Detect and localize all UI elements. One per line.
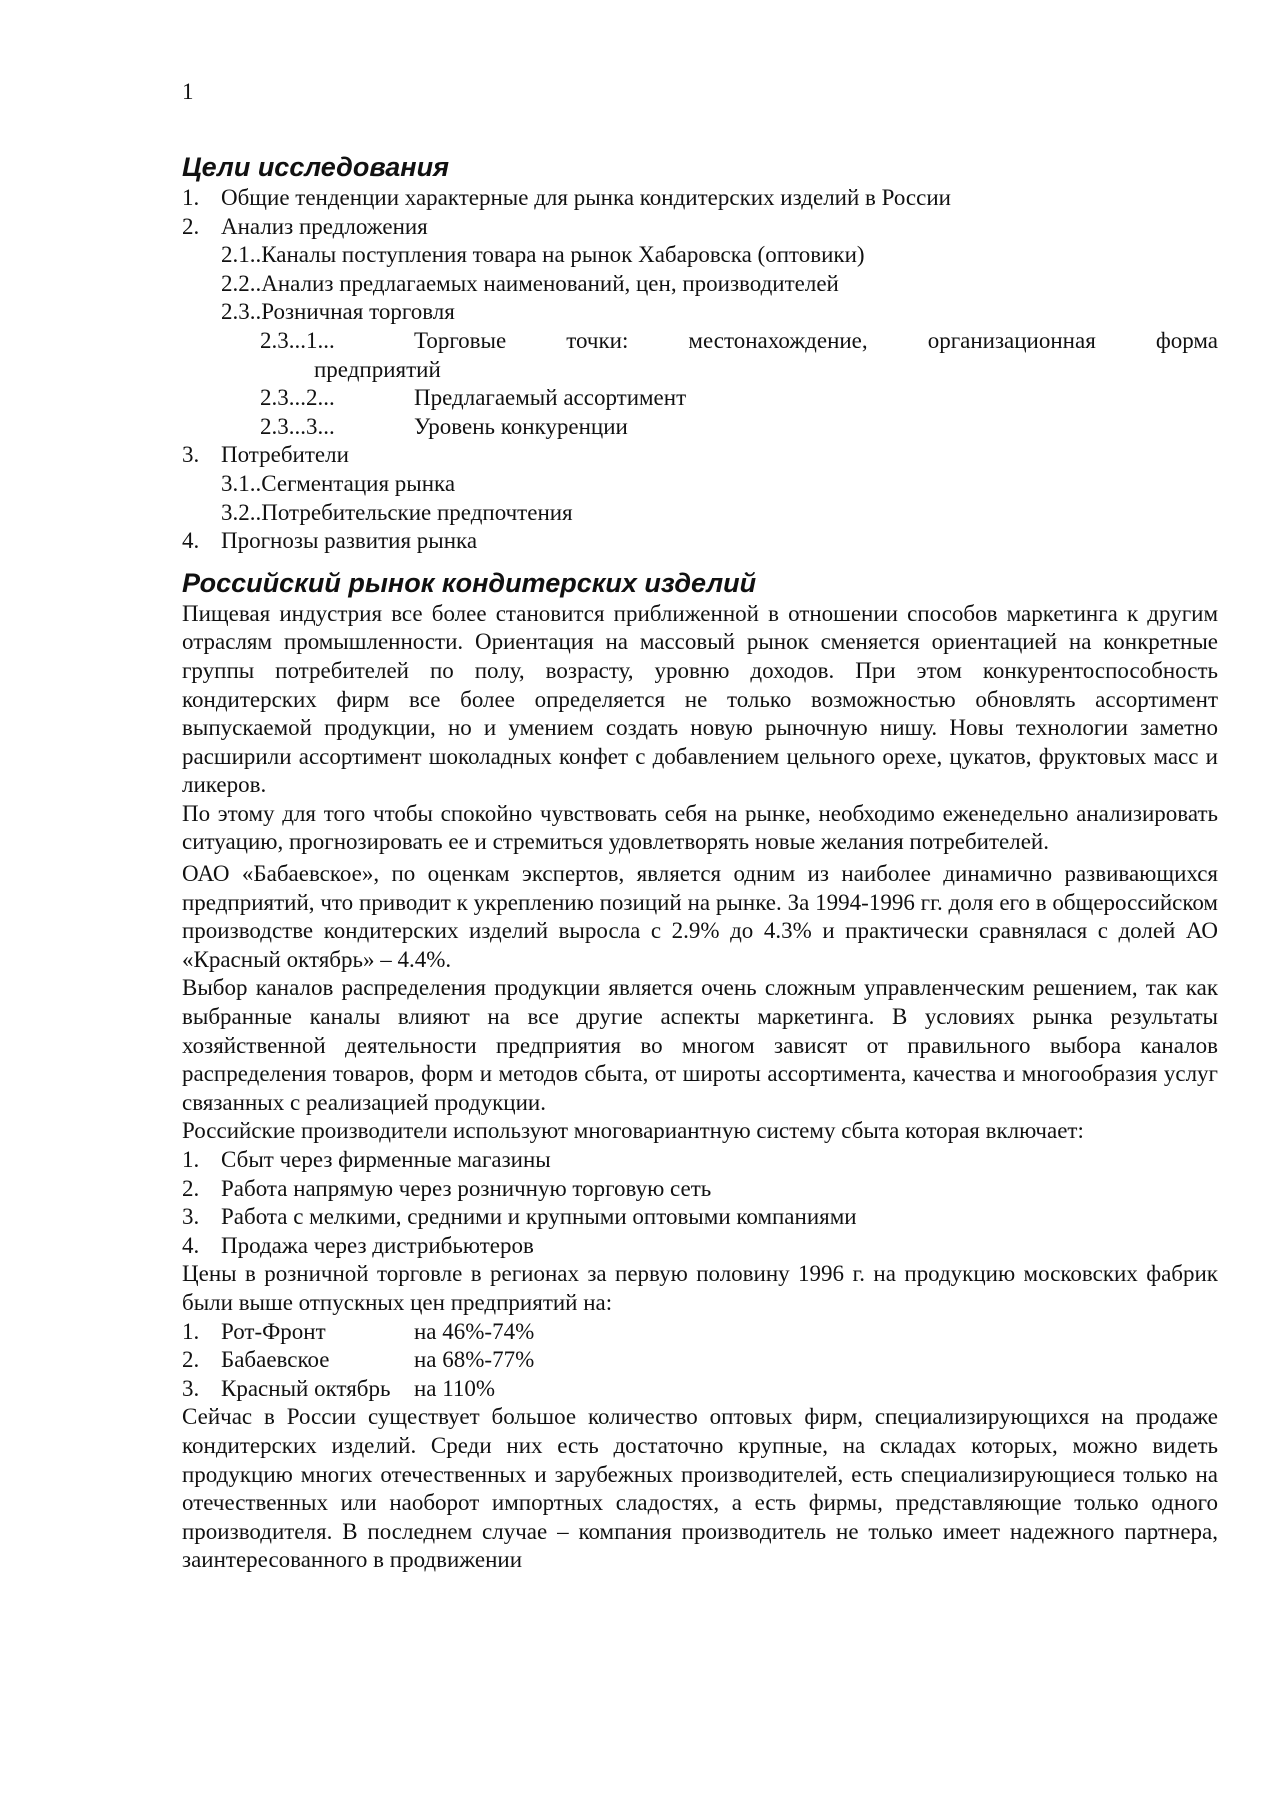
page-content <box>182 150 1218 1575</box>
list-item-text: Продажа через дистрибьютеров <box>221 1232 534 1258</box>
list-item-text: Общие тенденции характерные для рынка кондитерских изделий в России <box>221 185 951 210</box>
list-item-number: 2. <box>182 1347 200 1373</box>
list-item <box>182 1203 1218 1232</box>
list-subsubitem <box>182 384 1218 413</box>
list-item-number: 2. <box>182 1175 200 1201</box>
list-item-text: Сбыт через фирменные магазины <box>221 1147 551 1172</box>
list-item-text: Потребители <box>221 442 349 468</box>
list-item <box>182 1346 1218 1375</box>
list-subitem <box>182 298 1218 327</box>
list-item <box>182 441 1218 470</box>
list-subitem <box>182 241 1218 270</box>
list-item-text: Анализ предложения <box>221 213 428 239</box>
section-heading-goals: Цели исследования <box>182 152 449 182</box>
paragraph: По этому для того чтобы спокойно чувствовать себя на рынке, необходимо еженедельно анализировать ситуацию, прогнозировать ее и стремиться удовлетворять новые желания потребителей. <box>182 800 1218 855</box>
list-item <box>182 1175 1218 1204</box>
markup-value: на 46%-74% <box>414 1318 535 1344</box>
paragraph: Выбор каналов распределения продукции является очень сложным управленческим решением, так как выбранные каналы влияют на все другие аспекты маркетинга. В условиях рынка результаты хозяйственной деятельности предприятия во многом зависят от правильного выбора каналов распределения товаров, форм и методов сбыта, от широты ассортимента, качества и многообразия услуг связанных с реализацией продукции. <box>182 975 1218 1115</box>
paragraph: Российские производители используют многовариантную систему сбыта которая включает: <box>182 1118 1084 1144</box>
list-subsubitem <box>182 413 1218 442</box>
section-heading-market: Российский рынок кондитерских изделий <box>182 567 757 598</box>
list-subitem-text: 3.1..Сегментация рынка <box>221 470 456 496</box>
list-item-number: 1. <box>182 1318 200 1344</box>
sales-channels-list <box>182 1146 1218 1260</box>
price-markup-list <box>182 1318 1218 1404</box>
list-subsubitem-number: 2.3...3... <box>260 413 335 439</box>
list-item-text: Прогнозы развития рынка <box>221 528 478 554</box>
factory-name: Бабаевское <box>221 1347 330 1373</box>
list-item-number: 3. <box>182 1204 200 1230</box>
paragraph: Сейчас в России существует большое количество оптовых фирм, специализирующихся на продаже кондитерских изделий. Среди них есть достаточно крупные, на складах которых, можно видеть продукцию многих отечественных и зарубежных производителей, есть специализирующиеся только на отечественных или наоборот импортных сладостях, а есть фирмы, представляющие только одного производителя. В последнем случае – компания производитель не только имеет надежного партнера, заинтересованного в продвижении <box>182 1404 1218 1573</box>
list-item-number: 4. <box>182 528 200 554</box>
markup-value: на 110% <box>414 1375 496 1401</box>
list-subsubitem-continuation <box>182 356 1218 385</box>
list-item <box>182 213 1218 242</box>
list-subsubitem-number: 2.3...2... <box>260 385 335 411</box>
paragraph: Пищевая индустрия все более становится приближенной в отношении способов маркетинга к другим отраслям промышленности. Ориентация на массовый рынок сменяется ориентацией на конкретные группы потребителей по полу, возрасту, уровню доходов. При этом конкурентоспособность кондитерских фирм все более определяется не только возможностью обновлять ассортимент выпускаемой продукции, но и умением создать новую рыночную нишу. Новы технологии заметно расширили ассортимент шоколадных конфет с добавлением цельного орехе, цукатов, фруктовых масс и ликеров. <box>182 600 1218 798</box>
list-item <box>182 184 1218 213</box>
list-item-number: 2. <box>182 213 200 239</box>
list-item-number: 1. <box>182 185 200 210</box>
list-item-text: Работа напрямую через розничную торговую сеть <box>221 1175 712 1201</box>
list-item <box>182 1232 1218 1261</box>
factory-name: Рот-Фронт <box>221 1318 326 1344</box>
list-item-number: 4. <box>182 1232 200 1258</box>
paragraph: ОАО «Бабаевское», по оценкам экспертов, является одним из наиболее динамично развивающихся предприятий, что приводит к укреплению позиций на рынке. За 1994-1996 гг. доля его в общероссийском производстве кондитерских изделий выросла с 2.9% до 4.3% и практически сравнялася с долей АО «Красный октябрь» – 4.4%. <box>182 861 1218 972</box>
list-subitem <box>182 470 1218 499</box>
list-item <box>182 1146 1218 1175</box>
list-subsubitem-text-continuation: предприятий <box>314 356 441 382</box>
list-subitem-text: 2.1..Каналы поступления товара на рынок Хабаровска (оптовики) <box>221 242 865 268</box>
factory-name: Красный октябрь <box>221 1375 391 1401</box>
list-item <box>182 1318 1218 1347</box>
list-subsubitem-number: 2.3...1... <box>260 327 335 353</box>
list-item-number: 1. <box>182 1147 200 1172</box>
list-subsubitem-text: Предлагаемый ассортимент <box>414 385 687 411</box>
list-item-text: Работа с мелкими, средними и крупными оптовыми компаниями <box>221 1204 857 1230</box>
list-subsubitem-text: Торговые точки: местонахождение, организационная форма <box>414 327 1218 353</box>
goals-list <box>182 184 1218 556</box>
list-subitem-text: 3.2..Потребительские предпочтения <box>221 499 573 525</box>
list-item-number: 3. <box>182 442 200 468</box>
list-subitem-text: 2.2..Анализ предлагаемых наименований, цен, производителей <box>221 270 839 296</box>
markup-value: на 68%-77% <box>414 1347 535 1373</box>
list-item <box>182 527 1218 556</box>
list-subsubitem-text: Уровень конкуренции <box>414 413 628 439</box>
list-subsubitem <box>182 327 1218 356</box>
list-subitem <box>182 499 1218 528</box>
paragraph: Цены в розничной торговле в регионах за первую половину 1996 г. на продукцию московских фабрик были выше отпускных цен предприятий на: <box>182 1261 1218 1315</box>
list-item <box>182 1375 1218 1404</box>
list-subitem <box>182 270 1218 299</box>
list-item-number: 3. <box>182 1375 200 1401</box>
page-number: 1 <box>182 79 194 104</box>
list-subitem-text: 2.3..Розничная торговля <box>221 299 455 325</box>
